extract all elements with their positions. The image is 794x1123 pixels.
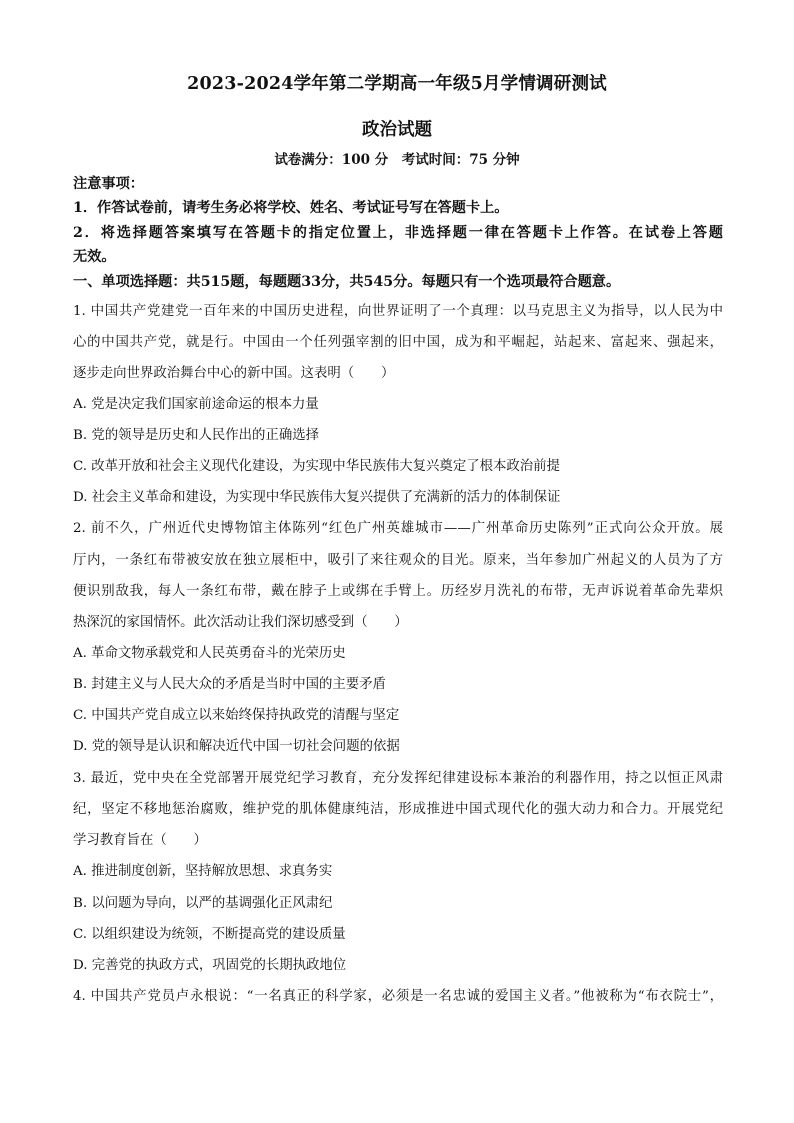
question-3-option-d: D. 完善党的执政方式，巩固党的长期执政地位 — [73, 958, 347, 973]
exam-info: 试卷满分：100 分 考试时间：75 分钟 — [274, 152, 520, 168]
notice-heading: 注意事项： — [73, 176, 144, 192]
question-1-line-1: 1. 中国共产党建党一百年来的中国历史进程，向世界证明了一个真理：以马克思主义为指导，以人民为中 — [73, 304, 723, 319]
question-1-option-d: D. 社会主义革命和建设，为实现中华民族伟大复兴提供了充满新的活力的体制保证 — [73, 490, 561, 505]
section-heading: 一、单项选择题：共515题，每题题33分，共545分。每题只有一个选项最符合题意。 — [73, 274, 621, 290]
question-2-option-d: D. 党的领导是认识和解决近代中国一切社会问题的依据 — [73, 739, 400, 754]
question-1-option-b: B. 党的领导是历史和人民作出的正确选择 — [73, 428, 319, 443]
exam-title: 2023-2024学年第二学期高一年级5月学情调研测试 — [187, 74, 607, 94]
notice-item-1: 1．作答试卷前，请考生务必将学校、姓名、考试证号写在答题卡上。 — [73, 200, 509, 216]
question-4-line-1: 4. 中国共产党员卢永根说：“一名真正的科学家，必须是一名忠诚的爱国主义者。”他被称为“布衣院士”， — [73, 989, 723, 1004]
question-2-line-3: 便识别敌我，每人一条红布带，戴在脖子上或绑在手臂上。历经岁月洗礼的布带，无声诉说着革命先辈炽 — [73, 584, 723, 599]
question-3-option-c: C. 以组织建设为统领，不断提高党的建设质量 — [73, 927, 346, 942]
question-3-line-1: 3. 最近，党中央在全党部署开展党纪学习教育，充分发挥纪律建设标本兼治的利器作用，持之以恒正风肃 — [73, 771, 723, 786]
question-1-line-2: 心的中国共产党，就是行。中国由一个任列强宰割的旧中国，成为和平崛起，站起来、富起来、强起来， — [73, 335, 723, 350]
question-2-option-a: A. 革命文物承载党和人民英勇奋斗的光荣历史 — [73, 646, 346, 661]
question-1-line-3: 逐步走向世界政治舞台中心的新中国。这表明（ ） — [73, 366, 395, 381]
notice-item-2-line-1: 2．将选择题答案填写在答题卡的指定位置上，非选择题一律在答题卡上作答。在试卷上答题 — [73, 225, 723, 241]
question-3-option-a: A. 推进制度创新，坚持解放思想、求真务实 — [73, 864, 333, 879]
question-3-line-2: 纪，坚定不移地惩治腐败，维护党的肌体健康纯洁，形成推进中国式现代化的强大动力和合力。开展党纪 — [73, 802, 723, 817]
question-1-option-c: C. 改革开放和社会主义现代化建设，为实现中华民族伟大复兴奠定了根本政治前提 — [73, 459, 560, 474]
question-2-line-1: 2. 前不久，广州近代史博物馆主体陈列“红色广州英雄城市——广州革命历史陈列”正式向公众开放。展 — [73, 521, 723, 536]
question-3-line-3: 学习教育旨在（ ） — [73, 833, 207, 848]
notice-item-2-line-2: 无效。 — [73, 249, 116, 265]
question-1-option-a: A. 党是决定我们国家前途命运的根本力量 — [73, 397, 319, 412]
question-2-line-2: 厅内，一条红布带被安放在独立展柜中，吸引了来往观众的目光。原来，当年参加广州起义的人员为了方 — [73, 553, 723, 568]
question-3-option-b: B. 以问题为导向，以严的基调强化正风肃纪 — [73, 896, 333, 911]
subject-title: 政治试题 — [362, 120, 432, 140]
question-2-line-4: 热深沉的家国情怀。此次活动让我们深切感受到（ ） — [73, 615, 408, 630]
question-2-option-b: B. 封建主义与人民大众的矛盾是当时中国的主要矛盾 — [73, 677, 386, 692]
question-2-option-c: C. 中国共产党自成立以来始终保持执政党的清醒与坚定 — [73, 708, 400, 723]
